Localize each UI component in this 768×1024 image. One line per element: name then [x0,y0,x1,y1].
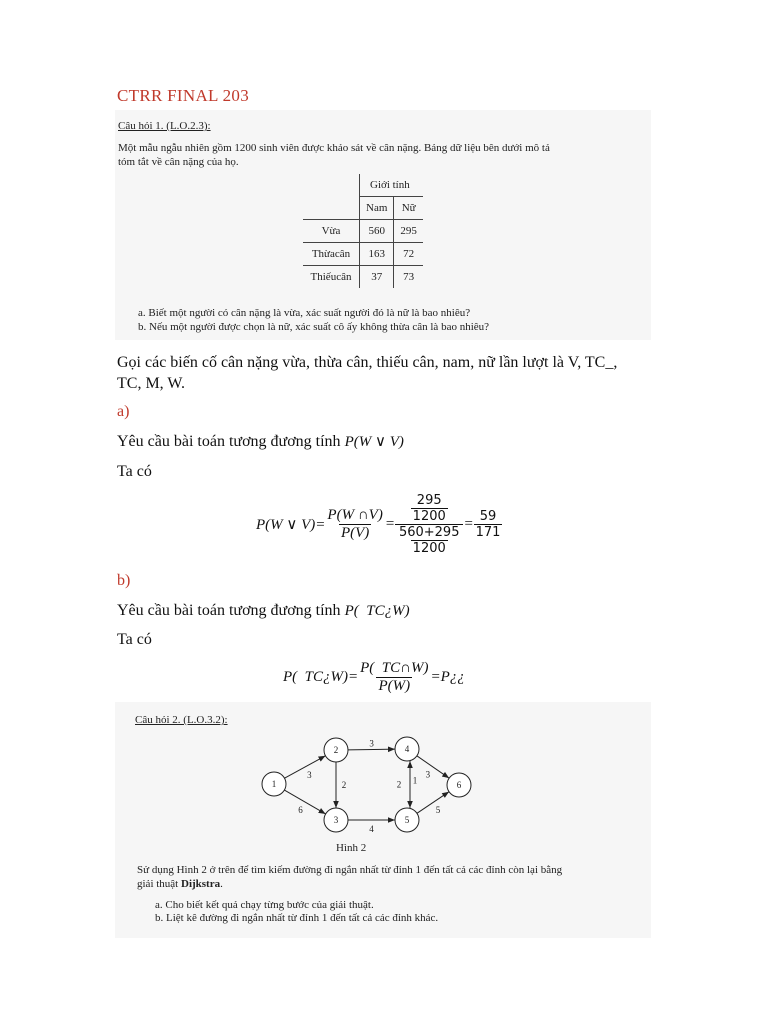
part-b-label: b) [117,572,131,589]
table-row-label: Vừa [303,220,360,243]
solution-intro-line2: TC, M, W. [117,375,186,392]
question-2-text-post: . [220,878,223,890]
question-2-text-line1: Sử dụng Hình 2 ở trên để tìm kiếm đường đi ngắn nhất từ đỉnh 1 đến tất cả các đỉnh còn lại bằng [137,864,563,876]
question-2-text-pre: giải thuật [137,878,181,890]
fraction-numerator: P( TC∩W) [360,659,429,676]
table-cell-male: 560 [360,220,394,243]
graph-edge-weight: 3 [307,769,312,780]
equals-sign: = [384,515,395,532]
page-title: CTRR FINAL 203 [117,86,250,105]
graph-edge-weight: 3 [425,769,431,780]
question-2-heading: Câu hỏi 2. (L.O.3.2): [135,714,228,726]
table-header-female: Nữ [394,197,423,220]
fraction-denominator: P(W) [378,677,411,694]
compound-numerator-num: 295 [416,492,442,508]
result-numerator: 59 [479,508,497,524]
part-a-ta-co: Ta có [117,463,152,480]
question-1-intro-line1: Một mẫu ngẫu nhiên gồm 1200 sinh viên được khảo sát về cân nặng. Bảng dữ liệu bên dưới mô tả [118,142,550,154]
graph-node-label: 2 [333,745,339,755]
graph-node-label: 4 [404,744,410,754]
table-cell-female: 295 [394,220,423,243]
compound-numerator-den: 1200 [412,508,446,524]
graph-node-label: 5 [404,815,410,825]
graph-edge-1-2 [285,756,326,778]
graph-edge-weight: 4 [369,824,374,834]
table-header-male: Nam [360,197,394,220]
part-a-requirement-expression: P(W ∨ V) [344,434,404,450]
solution-intro-line1: Gọi các biến cố cân nặng vừa, thừa cân, thiếu cân, nam, nữ lần lượt là V, TC_, [117,354,618,371]
graph-edge-weight: 2 [341,780,347,790]
question-2-text-line2 [137,877,223,891]
graph-node-label: 3 [333,815,339,825]
equals-sign: = [463,515,474,532]
table-cell-female: 72 [394,243,423,266]
graph-edge-weight: 3 [369,738,374,749]
fraction-numerator: P(W ∩V) [327,506,383,523]
table-cell-male: 37 [360,266,394,289]
graph-edge-weight: 2 [396,779,402,790]
formula-lhs: P( TC¿W)= [283,668,359,685]
graph-edge-1-3 [284,790,325,814]
part-a-requirement-text: Yêu cầu bài toán tương đương tính [117,433,341,450]
graph-edge-weight: 6 [298,804,303,815]
part-b-requirement-text: Yêu cầu bài toán tương đương tính [117,602,341,619]
formula-rhs: =P¿¿ [430,668,465,685]
graph-edge-2-4 [348,749,395,750]
question-2-part-b: b. Liệt kê đường đi ngắn nhất từ đỉnh 1 đến tất cả các đỉnh khác. [155,912,439,924]
table-cell-female: 73 [394,266,423,289]
formula-lhs: P(W ∨ V)= [256,516,326,533]
graph-edge-4-6 [417,756,449,778]
fraction-denominator: P(V) [340,524,370,541]
part-a-label: a) [117,403,130,420]
table-cell-male: 163 [360,243,394,266]
graph-edge-weight: 5 [435,804,441,815]
result-denominator: 171 [475,524,501,540]
figure-caption: Hình 2 [336,842,367,854]
graph-edge-5-6 [417,792,449,814]
compound-denominator-num: 560+295 [398,524,460,540]
question-1-intro-line2: tóm tắt về cân nặng của họ. [118,156,239,168]
part-b-ta-co: Ta có [117,631,152,648]
question-1-heading: Câu hỏi 1. (L.O.2.3): [118,120,211,132]
dijkstra-term: Dijkstra [181,878,221,890]
question-1-part-b: b. Nếu một người được chọn là nữ, xác suất cô ấy không thừa cân là bao nhiêu? [138,321,490,333]
table-row-label: Thiếucân [303,266,360,289]
table-row-label: Thừacân [303,243,360,266]
graph-node-label: 6 [456,780,462,790]
part-b-requirement-expression: P( TC¿W) [344,603,410,619]
question-1-part-a: a. Biết một người có cân nặng là vừa, xác suất người đó là nữ là bao nhiêu? [138,307,471,319]
graph-node-label: 1 [271,779,277,789]
compound-denominator-den: 1200 [412,540,446,556]
question-2-part-a: a. Cho biết kết quả chạy từng bước của giải thuật. [155,899,374,911]
graph-edge-weight: 1 [412,775,418,786]
table-group-header: Giới tính [360,174,423,197]
